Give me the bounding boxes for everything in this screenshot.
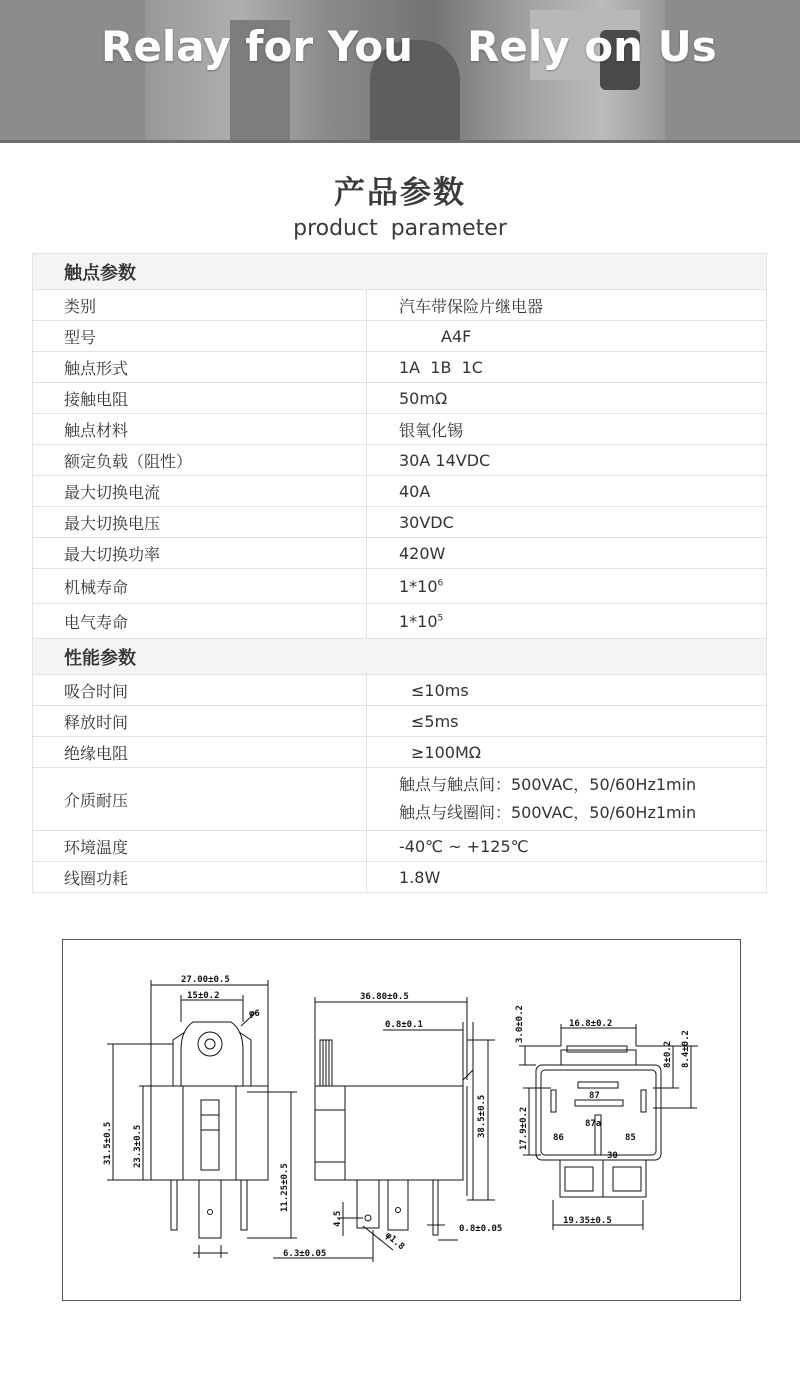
dimension-labels bbox=[103, 975, 691, 1259]
table-row bbox=[33, 414, 767, 445]
table-row bbox=[33, 768, 767, 831]
row-label: 额定负载（阻性） bbox=[33, 445, 367, 476]
table-row bbox=[33, 737, 767, 768]
dimension-drawing bbox=[62, 939, 741, 1301]
row-value: 30VDC bbox=[367, 507, 767, 538]
banner-slogan-left: Relay for You bbox=[101, 22, 414, 71]
row-label: 环境温度 bbox=[33, 831, 367, 862]
dim-bottom-84: 8.4±0.2 bbox=[681, 1030, 691, 1068]
section-title-cn: 产品参数 bbox=[334, 175, 466, 211]
row-value: A4F bbox=[367, 321, 767, 352]
dim-bottom-width: 19.35±0.5 bbox=[563, 1216, 612, 1226]
row-value: 触点与触点间：500VAC，50/60Hz1min 触点与线圈间：500VAC，50/60Hz1min bbox=[367, 768, 767, 831]
dimension-drawing-svg bbox=[63, 940, 740, 1300]
section-header-contact: 触点参数 bbox=[33, 254, 767, 290]
dim-front-height-body: 23.3±0.5 bbox=[133, 1124, 143, 1168]
dim-front-pin-height: 11.25±0.5 bbox=[280, 1163, 290, 1212]
table-row bbox=[33, 862, 767, 893]
row-value: ≥100MΩ bbox=[367, 737, 767, 768]
table-row bbox=[33, 321, 767, 352]
side-view bbox=[273, 997, 495, 1262]
banner-slogan-right: Rely on Us bbox=[467, 22, 717, 71]
dim-side-pin-thickness: 0.8±0.05 bbox=[459, 1224, 503, 1234]
header-banner bbox=[0, 0, 800, 143]
table-row bbox=[33, 538, 767, 569]
dim-side-thickness: 0.8±0.1 bbox=[385, 1020, 423, 1030]
row-label: 触点形式 bbox=[33, 352, 367, 383]
dim-bottom-8: 8±0.2 bbox=[663, 1040, 673, 1068]
table-row bbox=[33, 706, 767, 737]
row-value: 50mΩ bbox=[367, 383, 767, 414]
section-title-en: product parameter bbox=[293, 216, 507, 241]
row-label: 电气寿命 bbox=[33, 604, 367, 639]
section-header-performance: 性能参数 bbox=[33, 639, 767, 675]
row-label: 绝缘电阻 bbox=[33, 737, 367, 768]
dim-front-hole: φ6 bbox=[249, 1009, 260, 1019]
row-value: 1A 1B 1C bbox=[367, 352, 767, 383]
row-value: 30A 14VDC bbox=[367, 445, 767, 476]
dim-front-pin-offset: 6.3±0.05 bbox=[283, 1249, 327, 1259]
row-value: 420W bbox=[367, 538, 767, 569]
row-label: 接触电阻 bbox=[33, 383, 367, 414]
row-value: 汽车带保险片继电器 bbox=[367, 290, 767, 321]
row-label: 型号 bbox=[33, 321, 367, 352]
table-row bbox=[33, 831, 767, 862]
row-value: 银氧化锡 bbox=[367, 414, 767, 445]
table-row bbox=[33, 383, 767, 414]
pin-label-87a: 87a bbox=[585, 1119, 602, 1129]
row-label: 释放时间 bbox=[33, 706, 367, 737]
row-label: 最大切换电压 bbox=[33, 507, 367, 538]
pin-label-86: 86 bbox=[553, 1133, 564, 1143]
pin-label-87: 87 bbox=[589, 1091, 600, 1101]
table-row bbox=[33, 675, 767, 706]
row-label: 线圈功耗 bbox=[33, 862, 367, 893]
dim-side-height: 38.5±0.5 bbox=[477, 1094, 487, 1138]
dim-bottom-height: 17.9±0.2 bbox=[519, 1106, 529, 1150]
table-row bbox=[33, 352, 767, 383]
row-label: 最大切换电流 bbox=[33, 476, 367, 507]
row-label: 最大切换功率 bbox=[33, 538, 367, 569]
row-label: 触点材料 bbox=[33, 414, 367, 445]
dim-front-height-total: 31.5±0.5 bbox=[103, 1121, 113, 1165]
row-label: 介质耐压 bbox=[33, 768, 367, 831]
table-row bbox=[33, 476, 767, 507]
table-row bbox=[33, 507, 767, 538]
row-value: -40℃ ~ +125℃ bbox=[367, 831, 767, 862]
row-value: ≤5ms bbox=[367, 706, 767, 737]
row-label: 类别 bbox=[33, 290, 367, 321]
table-row bbox=[33, 569, 767, 604]
table-row bbox=[33, 604, 767, 639]
pin-label-85: 85 bbox=[625, 1133, 636, 1143]
row-value: ≤10ms bbox=[367, 675, 767, 706]
table-row bbox=[33, 290, 767, 321]
dim-side-length: 36.80±0.5 bbox=[360, 992, 409, 1002]
table-row bbox=[33, 445, 767, 476]
spec-table bbox=[32, 253, 767, 893]
row-value: 40A bbox=[367, 476, 767, 507]
dim-bottom-top-offset: 3.0±0.2 bbox=[515, 1005, 525, 1043]
row-value: $1*10^5$ bbox=[367, 604, 767, 639]
row-value: $1*10^6$ bbox=[367, 569, 767, 604]
dim-front-width-total: 27.00±0.5 bbox=[181, 975, 230, 985]
front-view bbox=[107, 980, 297, 1258]
row-label: 机械寿命 bbox=[33, 569, 367, 604]
dim-front-width-top: 15±0.2 bbox=[187, 991, 220, 1001]
dim-side-pin-hole-dia: φ1.8 bbox=[383, 1230, 407, 1253]
dim-side-pin-hole-offset: 4.5 bbox=[333, 1210, 343, 1227]
pin-label-30: 30 bbox=[607, 1151, 618, 1161]
row-value: 1.8W bbox=[367, 862, 767, 893]
dim-bottom-top-width: 16.8±0.2 bbox=[569, 1019, 613, 1029]
row-label: 吸合时间 bbox=[33, 675, 367, 706]
